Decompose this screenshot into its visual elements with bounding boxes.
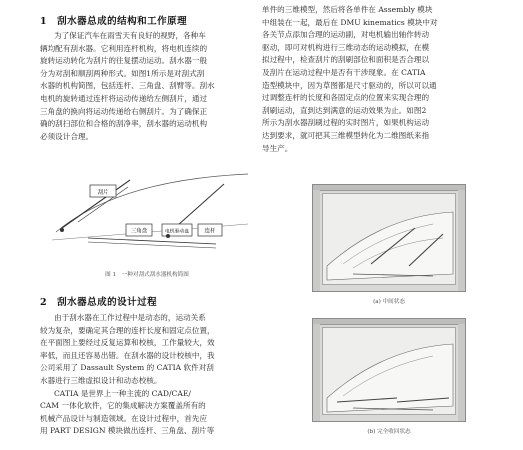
text-line: 拟过程中，检查刮片的刮刷部位和面积是否合理以 (262, 55, 430, 65)
text-line: 为了保证汽车在雨雪天有良好的视野，各种车 (54, 31, 206, 40)
text-line: 用 PART DESIGN 模块做出连杆、三角盘、刮片等 (40, 426, 215, 436)
text-line: 率低，而且还容易出错。在刮水器的设计校核中，我 (40, 350, 215, 360)
text-line: 及刮片在运动过程中是否有干涉现象。在 CATIA (262, 67, 426, 77)
text-line: 机械产品设计与制造领域。在设计过程中，首先应 (40, 413, 208, 423)
text-line: 水器进行三维虚拟设计和动态校核。 (40, 375, 162, 385)
text-line: CATIA 是世界上一种主流的 CAD/CAE/ (54, 388, 191, 398)
text-line: 必须设计合理。 (40, 131, 94, 141)
text-line: 单件的三维模型，然后将各单件在 Assembly 模块 (262, 5, 433, 14)
wiper-model-render (323, 194, 457, 286)
text-line: 由于刮水器在工作过程中是动态的，运动关系 (54, 313, 206, 322)
screenshot-left-toolbar (313, 190, 320, 291)
text-line: 造型模块中，因为草图都是尺寸驱动的，所以可以通 (262, 80, 437, 90)
text-line: 电机的旋转通过连杆将运动传递给左侧刮片，通过 (40, 93, 208, 103)
text-line: CAM 一体化软件，它的集成解决方案覆盖所有的 (40, 401, 206, 411)
text-line: 较为复杂，要确定其合理的连杆长度和固定点位置， (40, 325, 215, 335)
text-line: 导生产。 (262, 143, 293, 153)
text-line: 辆均配有刮水器。它利用连杆机构，将电机连续的 (40, 43, 208, 53)
text-line: 过调整连杆的长度和各固定点的位置来实现合理的 (262, 93, 430, 103)
text-line: 中组装在一起，最后在 DMU kinematics 模块中对 (262, 17, 438, 27)
screenshot-left-toolbar (313, 324, 320, 421)
text-line: 水器的机构简图，包括连杆、三角盘、刮臂等。刮水 (40, 81, 215, 91)
windshield-outline (56, 174, 248, 232)
label-wiper-blade: 刮片 (97, 190, 109, 196)
figure-2b-catia-screenshot (312, 318, 466, 422)
figure-1-mechanism-diagram (48, 162, 253, 264)
figure-2a-catia-screenshot (312, 184, 466, 292)
section-1-heading: 1 刮水器总成的结构和工作原理 (40, 16, 188, 27)
screenshot-right-toolbar (458, 324, 465, 421)
figure-1-caption: 图 1 一种对刮式刮水器机构简图 (105, 272, 189, 278)
text-line: 达到要求，就可把其三维模型转化为二维图纸来指 (262, 130, 430, 140)
screenshot-viewport (322, 193, 456, 285)
label-triangle-plate: 三角盘 (130, 228, 148, 235)
figure-2b-caption: (b) 完全收回状态 (367, 429, 411, 435)
section-1-body (40, 30, 254, 143)
label-motor-drive: 电机驱动盘 (165, 229, 189, 235)
text-line: 三角盘的换向将运动传递给右侧刮片。为了确保正 (40, 106, 208, 116)
text-line: 分为对刮和顺刮两种形式。如图1所示是对刮式刮 (40, 68, 205, 78)
label-linkage: 连杆 (204, 228, 216, 235)
right-column-body (262, 4, 494, 155)
text-line: 驱动，即可对机构进行三维动态的运动模拟，在模 (262, 42, 430, 52)
text-line: 旋转运动转化为刮片的往复摆动运动。刮水器一般 (40, 56, 208, 66)
wiper-model-render (323, 328, 457, 416)
text-line: 在平面图上要经过反复运算和校核，工作量较大，效 (40, 338, 215, 348)
section-2-body (40, 312, 254, 438)
screenshot-menubar (313, 185, 465, 191)
text-line: 所示为刮水器刮刷过程的实时图片，如果机构运动 (262, 118, 430, 128)
text-line: 各关节点添加合理的运动副，对电机输出轴作转动 (262, 30, 430, 40)
text-line: 确的刮扫部位和合格的刮净率，刮水器的运动机构 (40, 119, 208, 129)
screenshot-right-toolbar (458, 190, 465, 291)
text-line: 刮刷运动，直到达到满意的运动效果为止。如图2 (262, 105, 427, 115)
section-2-heading: 2 刮水器总成的设计过程 (40, 297, 158, 308)
text-line: 公司采用了 Dassault System 的 CATIA 软件对刮 (40, 363, 214, 373)
screenshot-viewport (322, 327, 456, 415)
figure-2a-caption: (a) 中间状态 (373, 299, 405, 305)
screenshot-menubar (313, 319, 465, 325)
